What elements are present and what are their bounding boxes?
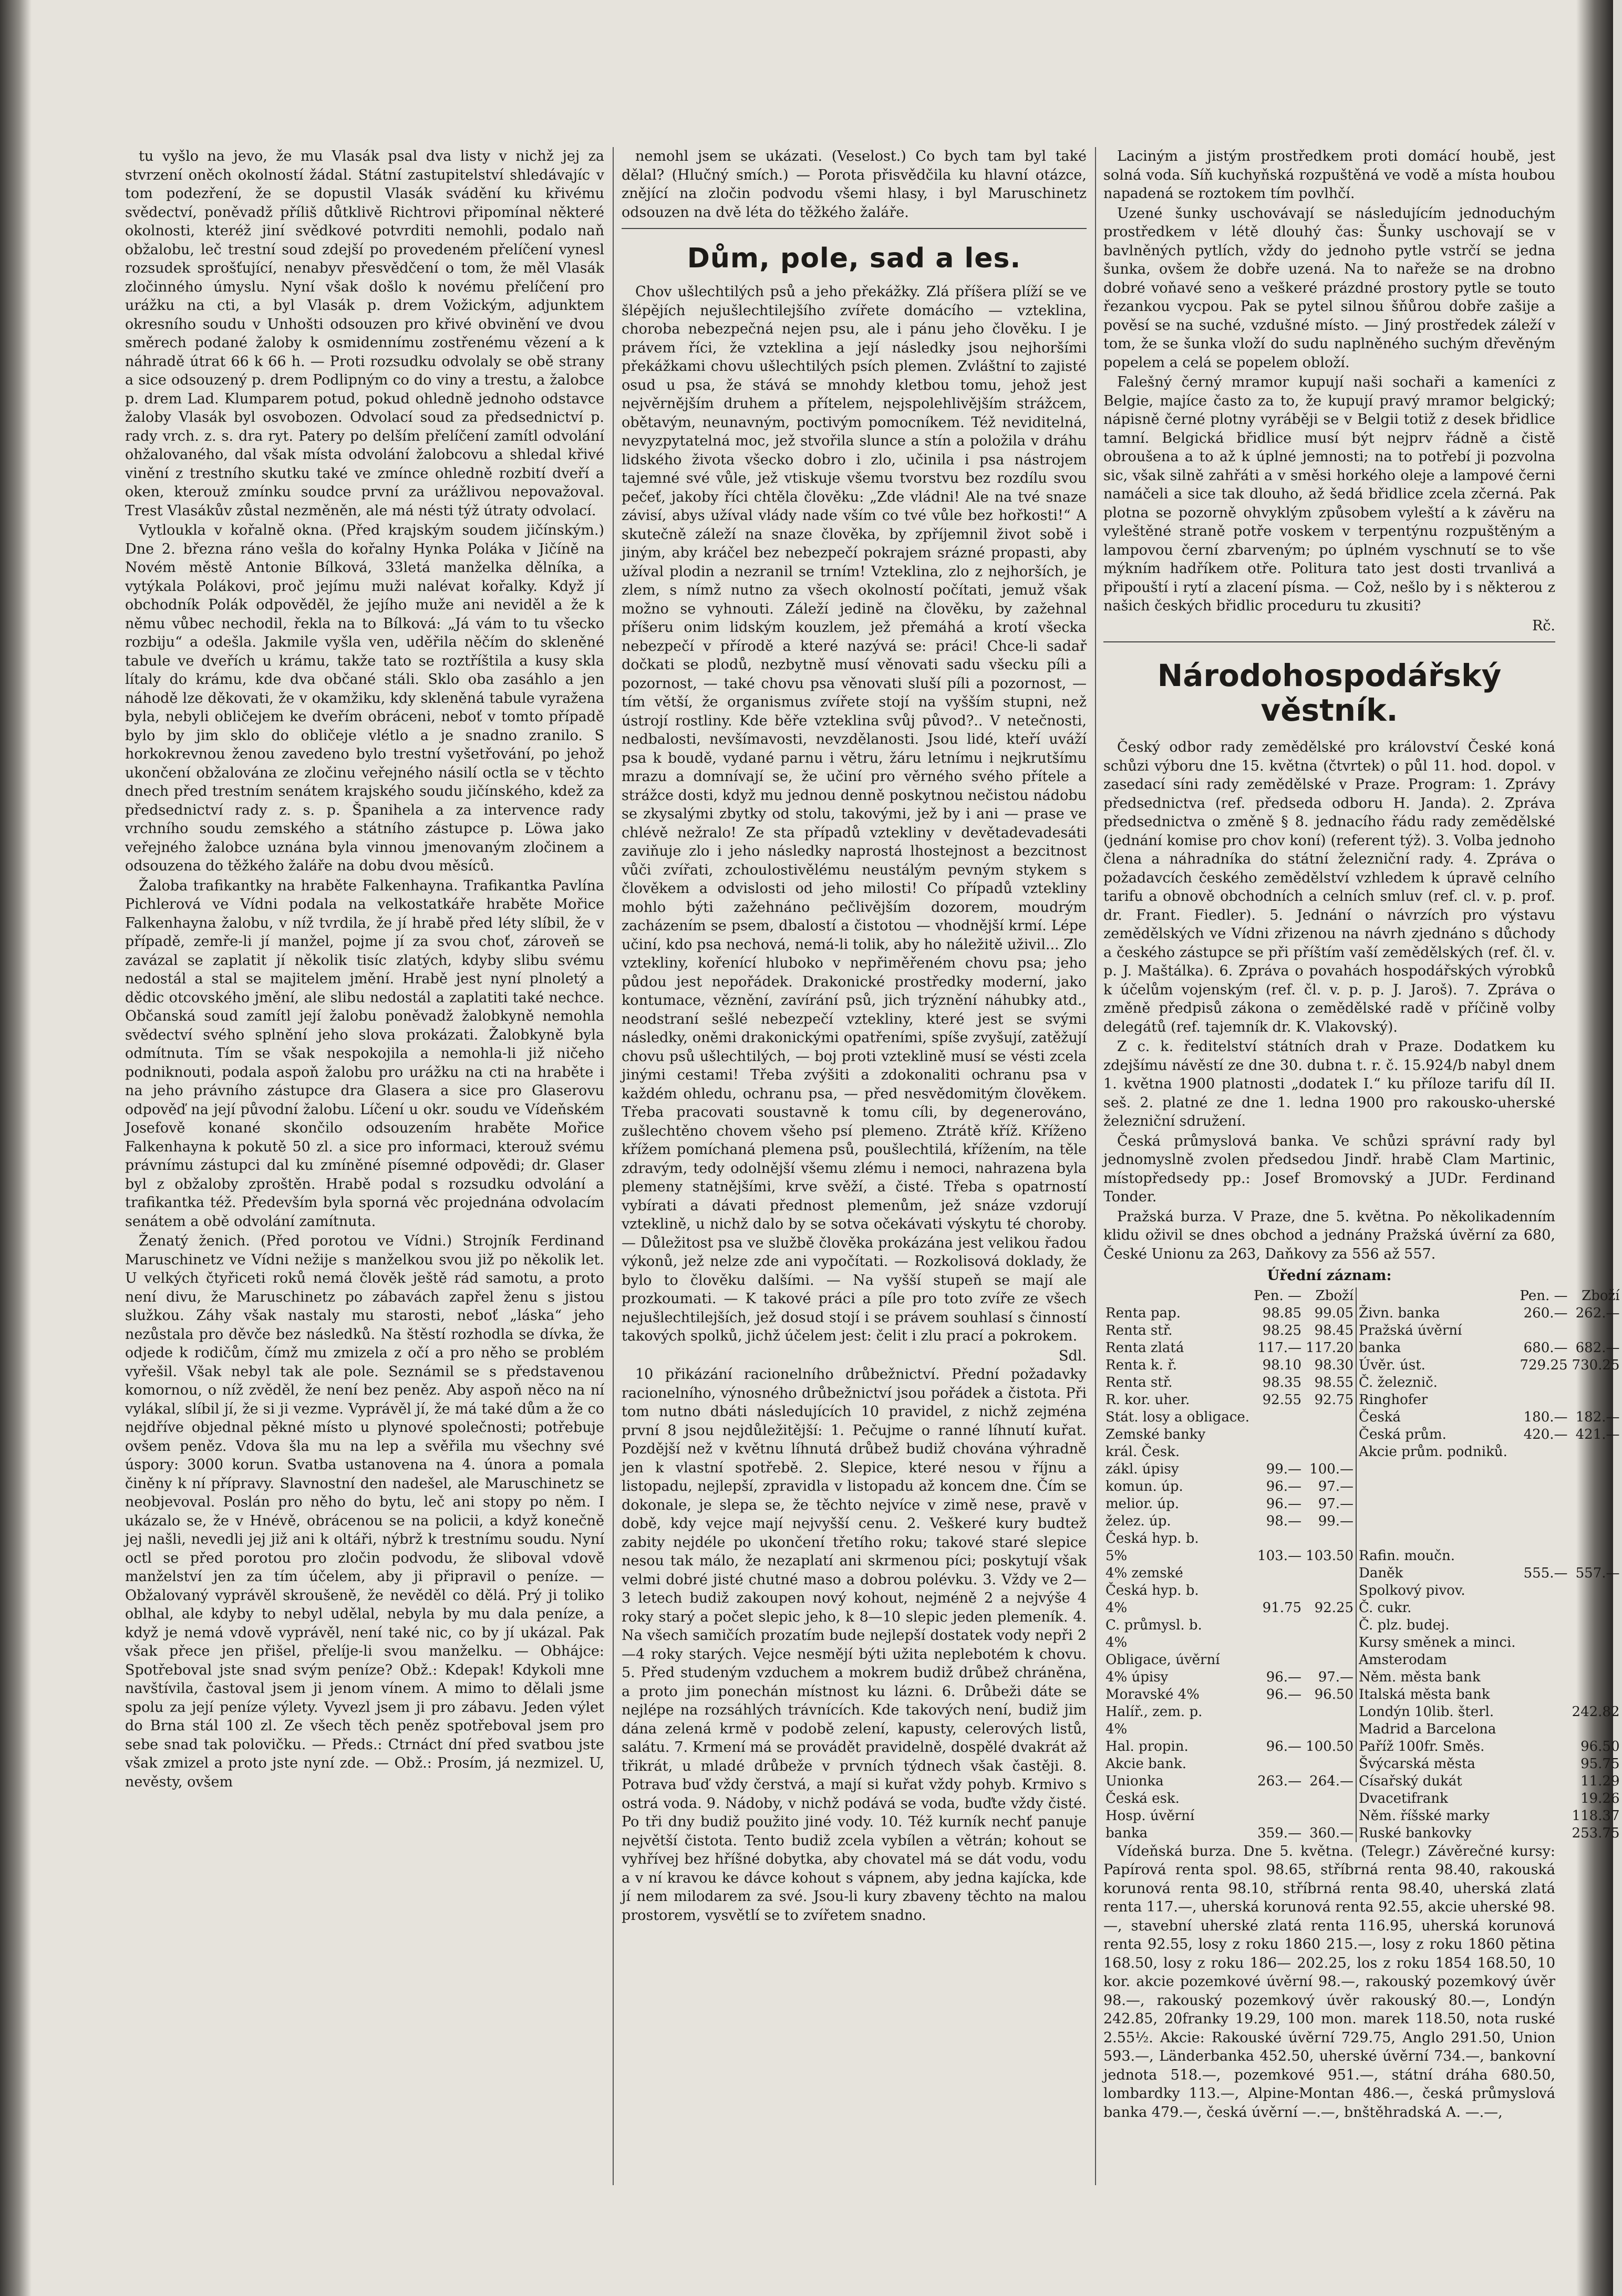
market-table-cell <box>1518 1686 1570 1703</box>
market-table-row <box>1103 1513 1622 1530</box>
market-table-cell: 96.50 <box>1314 1686 1354 1702</box>
column-1 <box>125 147 604 2185</box>
market-table-cell: Obligace, úvěrní <box>1106 1651 1220 1668</box>
market-table-row <box>1103 1669 1622 1686</box>
market-table-cell <box>1252 1634 1304 1651</box>
market-table-cell <box>1304 1755 1356 1773</box>
market-table-cell: Úvěr. úst. <box>1356 1357 1517 1374</box>
market-table-cell <box>1518 1513 1570 1530</box>
market-table-cell: 99.05 <box>1314 1305 1354 1321</box>
market-table-cell: 729.25 <box>1520 1357 1568 1373</box>
market-table-cell: 98.30 <box>1314 1357 1354 1373</box>
market-table-cell <box>1252 1790 1304 1807</box>
market-table-cell <box>1356 1530 1517 1547</box>
market-table-cell <box>1518 1461 1570 1478</box>
finance-statni-drahy: Z c. k. ředitelství státních drah v Praze. Dodatkem ku zdejšímu návěstí ze dne 30. dubna t. r. č. 15.924/b nabyl dnem 1. května 1900 platnosti „dodatek I.“ ku příloze tarifu díl II. seš. 2. platné ze dne 1. ledna 1900 pro rakousko-uherské železniční sdružení. <box>1103 1038 1555 1129</box>
col-head: Pen. — <box>1254 1287 1302 1304</box>
market-table-cell: král. Česk. <box>1106 1443 1180 1460</box>
market-table-row <box>1103 1617 1622 1634</box>
market-table-cell <box>1252 1755 1304 1773</box>
market-table-row <box>1103 1721 1622 1738</box>
market-table-cell: Živn. banka <box>1356 1305 1517 1322</box>
market-table-row <box>1103 1773 1622 1790</box>
market-table-cell <box>1356 1495 1517 1513</box>
market-table-cell: 98.35 <box>1262 1374 1302 1390</box>
market-table-cell <box>1252 1443 1304 1461</box>
market-table-cell <box>1570 1617 1622 1634</box>
market-table-cell <box>1304 1651 1356 1669</box>
market-table-cell: Italská města bank <box>1356 1686 1517 1703</box>
market-table-cell: Akcie bank. <box>1106 1755 1186 1772</box>
market-table-cell <box>1518 1755 1570 1773</box>
market-table-cell <box>1518 1599 1570 1617</box>
column-rule <box>613 147 614 2185</box>
market-table-cell: 360.— <box>1309 1825 1354 1841</box>
col-head: Pen. — <box>1520 1287 1568 1304</box>
market-table-cell: 92.25 <box>1314 1599 1354 1616</box>
market-table-cell: 4% <box>1106 1634 1128 1650</box>
market-table-cell: 555.— <box>1523 1565 1568 1581</box>
market-table-cell <box>1518 1391 1570 1409</box>
market-table-cell: 92.75 <box>1314 1391 1354 1408</box>
market-table-cell: 97.— <box>1318 1669 1354 1685</box>
market-table-cell <box>1570 1461 1622 1478</box>
market-table-row <box>1103 1755 1622 1773</box>
market-table-cell: zákl. úpisy <box>1106 1461 1179 1477</box>
market-table-cell <box>1518 1322 1570 1339</box>
market-table-cell: 100.— <box>1309 1461 1354 1477</box>
market-table-cell <box>1570 1391 1622 1409</box>
market-table-row <box>1103 1478 1622 1495</box>
market-table-cell <box>1304 1807 1356 1825</box>
market-table-cell: 98.45 <box>1314 1322 1354 1338</box>
market-table-cell: 680.— <box>1523 1339 1568 1356</box>
market-table-cell: 4% zemské <box>1106 1565 1183 1581</box>
column-3 <box>1103 147 1620 2185</box>
market-table-cell <box>1518 1634 1570 1651</box>
market-table-cell <box>1304 1443 1356 1461</box>
market-table-row <box>1103 1738 1622 1755</box>
market-table-cell <box>1570 1599 1622 1617</box>
market-table-cell: 99.— <box>1318 1513 1354 1529</box>
market-table-cell <box>1570 1669 1622 1686</box>
market-table-cell: 98.85 <box>1262 1305 1302 1321</box>
market-table-cell: 96.— <box>1266 1495 1302 1512</box>
market-table-cell <box>1304 1530 1356 1547</box>
market-table-cell <box>1518 1530 1570 1547</box>
section-title-dum-pole: Dům, pole, sad a les. <box>687 243 1021 274</box>
market-table-cell: Amsterodam <box>1356 1651 1517 1669</box>
market-table-cell: Pražská úvěrní <box>1356 1322 1517 1339</box>
market-table-cell <box>1518 1374 1570 1391</box>
market-table-row <box>1103 1807 1622 1825</box>
market-table-cell: R. kor. uher. <box>1106 1391 1190 1408</box>
market-table-cell: 91.75 <box>1262 1599 1302 1616</box>
market-table-row <box>1103 1686 1622 1703</box>
market-table-cell: 98.— <box>1266 1513 1302 1529</box>
market-table-cell <box>1304 1703 1356 1721</box>
market-table-row <box>1103 1530 1622 1547</box>
market-table-cell <box>1356 1461 1517 1478</box>
finance-rada-zemedelska: Český odbor rady zemědělské pro království České koná schůzi výboru dne 15. května (čtvrtek) o půl 11. hod. dopol. v zasedací síni rady zemědělské v Praze. Program: 1. Zprávy předsednictva (ref. předseda odboru H. Janda). 2. Zpráva předsednictva o změně § 8. jednacího řádu rady zemědělské (jednání komise pro chov koní) (referent týž). 3. Volba jednoho člena a náhradníka do státní železniční rady. 4. Zpráva o požadavcích českého zemědělství vzhledem k úpravě celního tarifu a obnově obchodních a celních smluv (ref. cl. v. p. prof. dr. Frant. Fiedler). 5. Jednání o návrzích pro výstavu zemědělských ve Vídni zřizenou na návrh zjednáno s důchody a českého zástupce se při příštím vaší zemědělských (ref. čl. v. p. J. Maštálka). 6. Zpráva o povahách hospodářských výrobků k účelům vojenským (ref. čl. v. p. p. J. Jaroš). 7. Zpráva o změně předpisů zákona o zemědělské radě v příčině volby delegátů (ref. tajemník dr. K. Vlakovský). <box>1103 739 1555 1035</box>
market-table-cell: 19.26 <box>1580 1790 1620 1806</box>
market-table-row <box>1103 1565 1622 1582</box>
market-table-cell: banka <box>1356 1339 1517 1357</box>
market-table-cell <box>1304 1617 1356 1634</box>
market-table-cell: 263.— <box>1257 1773 1302 1789</box>
market-table-cell: 99.— <box>1266 1461 1302 1477</box>
column-rule <box>1095 147 1096 2185</box>
market-table-cell: Česká esk. <box>1106 1790 1180 1806</box>
section-divider <box>1103 641 1555 642</box>
market-table-cell: Madrid a Barcelona <box>1356 1721 1517 1738</box>
market-table-cell: 96.— <box>1266 1669 1302 1685</box>
market-table-cell: Něm. města bank <box>1356 1669 1517 1686</box>
market-table-row <box>1103 1634 1622 1651</box>
column-2 <box>622 147 1087 2185</box>
market-table-row <box>1103 1322 1622 1339</box>
market-table-cell <box>1570 1478 1622 1495</box>
market-table-cell: 557.— <box>1575 1565 1620 1581</box>
market-table-cell: Renta stř. <box>1106 1322 1173 1338</box>
market-table-cell: Č. železnič. <box>1356 1374 1517 1391</box>
market-table-cell <box>1304 1721 1356 1738</box>
market-table-cell: 96.50 <box>1580 1738 1620 1754</box>
market-table-cell <box>1570 1721 1622 1738</box>
market-table-cell: Spolkový pivov. <box>1356 1582 1517 1599</box>
market-table-cell <box>1570 1634 1622 1651</box>
market-table-cell <box>1570 1582 1622 1599</box>
market-table-cell <box>1570 1443 1622 1461</box>
market-table-cell <box>1570 1513 1622 1530</box>
market-table-cell: Renta k. ř. <box>1106 1357 1177 1373</box>
market-table-cell: 98.10 <box>1262 1357 1302 1373</box>
market-table-cell <box>1570 1686 1622 1703</box>
market-table-cell: Něm. říšské marky <box>1356 1807 1517 1825</box>
market-table-cell: 96.— <box>1266 1738 1302 1754</box>
market-table-cell: Renta zlatá <box>1106 1339 1184 1356</box>
article-signature: Rč. <box>1532 617 1555 634</box>
market-quotes-table <box>1103 1287 1622 1842</box>
section-divider <box>622 228 1087 229</box>
market-table-row <box>1103 1374 1622 1391</box>
market-table-body <box>1103 1305 1622 1842</box>
article-chov-psu: Chov ušlechtilých psů a jeho překážky. Zlá příšera plíží se ve šlépějích nejušlechtilejšího zvířete domácího — vzteklina, choroba nebezpečná nejen psu, ale i pánu jeho člověku. I je právem říci, že vzteklina a její následky jsou nejhoršími překážkami chovu ušlechtilých psích plemen. Zvláštní to zajisté osud u psa, že stává se mnohdy kletbou tomu, jehož jest nejvěrnějším druhem a přítelem, nejspolehlivějším strážcem, obětavým, neunavným, poctivým pomocníkem. Též neviditelná, nevyzpytatelná moc, jež stvořila slunce a stín a položila v dráhu lidského života všecko dobro i zlo, učinila i psa nástrojem tajemné své vůle, jež vtiskuje všemu tvorstvu bez rozdílu svou pečeť, jakoby říci chtěla člověku: „Zde vládni! Ale na tvé snaze závisí, abys užíval vlády nade vším co tvé vůle bez hořkosti!“ A skutečně záleží na snaze člověka, by zpříjemnil život sobě i jiným, aby kráčel bez nebezpečí pokrajem srázné propasti, aby užíval plodin a nezranil se trním! Vzteklina, zlo z nejhorších, je zlem, s nímž nutno za všech okolností počítati, jemuž však možno se vyhnouti. Záleží jedině na člověku, by zažehnal příšeru onim lidským kouzlem, jež přemáhá a krotí všecka nebezpečí v přírodě a které nazývá se: práci! Chce-li sadař dočkati se plodů, nezbytně musí věnovati sadu všecku píli a pozornost, — také chovu psa věnovati sluší píli a pozornost, — tím větší, že organismus zvířete stojí na vyšším stupni, než ústrojí rostliny. Kde běře vzteklina svůj původ?.. V netečnosti, nedbalosti, nevšímavosti, nevzdělanosti. Jsou lidé, kteří uváží psa k boudě, vydané parnu i větru, žáru letnímu i nejkrutšímu mrazu a domnívají se, že učiní pro věrného svého přítele a strážce dosti, když mu jednou denně poskytnou nečistou nádobu se zkysalými zbytky od stolu, takovými, jež by i ani — prase ve chlévě nežralo! Ze sta případů vztekliny v devětadevadesáti zaviňuje zlo i jeho následky naprostá lhostejnost a bezcitnost vůči zvířati, zchoulostivělému neustálým pevným stykem s člověkem a odvislosti od jeho milosti! Co případů vztekliny mohlo býti zažehnáno pečlivějším dozorem, moudrým zacházením se psem, dbalostí a čistotou — vhodnější krmí. Lépe učiní, kdo psa nechová, nemá-li tolik, aby ho náležitě uživil... Zlo vztekliny, kořenící hluboko v nepřiměřeném chovu psa; jeho půdou jest nepořádek. Drakonické prostředky moderní, jako kontumace, věznění, zavírání psů, jich trýznění náhubky atd., neodstraní sešlé nebezpečí vztekliny, které jest se svými následky, oněmi drakonickými opatřeními, spíše zvyšují, zatěžují chovu psů ušlechtilých, — boj proti vzteklině musí se vésti zcela jinými cestami! Třeba zvýšiti a zdokonaliti ochranu psa v každém ohledu, ochranu psa, — před nesvědomitým člověkem. Třeba pracovati soustavně k tomu cíli, by degenerováno, zušlechtěno chovem všeho psí plemeno. Ztrátě kříž. Kříženo křížem pomíchaná plemena psů, poušlechtilá, křížením, na těle zdravým, tedy odolnější všemu zlému i nemoci, nahrazena byla plemeny statnějšími, krve svěží, a čisté. Třeba s opatrností vybírati a dávati přednost plemenům, jež snáze vzdorují vzteklině, u nichž dalo by se sotva očekávati výskytu té choroby. — Důležitost psa ve službě člověka prokázána jest velikou řadou výkonů, jež nelze zde ani vypočítati. — Rozkolisová doklady, že bylo to člověku dalšími. — Na vyšší stupeň se mají ale prozkoumati. — K takové práci a píle pro toto zvíře ze všech nejušlechtilejších, jež dosud stojí i se právem souhlasí s činností takových spolků, jichž účelem jest: čelit i zlu prací a pokrokem. <box>622 284 1087 1344</box>
page-left-edge-shadow <box>0 0 32 2296</box>
market-table-cell: Švýcarská města <box>1356 1755 1517 1773</box>
market-table-cell: 100.50 <box>1306 1738 1354 1754</box>
market-table-cell: 4% <box>1106 1721 1128 1737</box>
market-table-row <box>1103 1582 1622 1599</box>
market-table-cell: 4% úpisy <box>1106 1669 1169 1685</box>
market-table-cell <box>1518 1790 1570 1807</box>
market-table-cell <box>1252 1703 1304 1721</box>
market-table-cell: 421.— <box>1575 1426 1620 1442</box>
market-table-cell: Renta pap. <box>1106 1305 1181 1321</box>
section-title-narodohospodarsky: Národohospodářský věstník. <box>1157 658 1502 728</box>
market-table-cell <box>1518 1495 1570 1513</box>
market-table-cell: Č. plz. budej. <box>1356 1617 1517 1634</box>
article-uzene-sunky: Uzené šunky uschovávají se následujícím jednoduchým prostředkem v létě dlouhý čas: Šunky uschovají se v bavlněných pytlích, vždy do jednoho pytle vstrčí se jedna šunka, ovšem že dobře uzená. Na to nařeže se na drobno dobré voňavé seno a veškeré prázdné prostory pytle se touto řezankou vycpou. Pak se pytel silnou šňůrou dobře zašije a pověsí se na suché, vzdušné místo. — Jiný prostředek záleží v tom, že se šunka vloží do sudu naplněného suchým dřevěným popelem a celá se popelem obloží. <box>1103 205 1555 371</box>
market-table-cell: 97.— <box>1318 1478 1354 1494</box>
finance-prazska-burza: Pražská burza. V Praze, dne 5. května. Po několikadenním klidu oživil se dnes obchod a jednány Pražská úvěrní za 680, České Unionu za 263, Daňkovy za 556 až 557. <box>1103 1208 1555 1262</box>
article-signature: Sdl. <box>1059 1347 1087 1364</box>
market-table-cell: Akcie prům. podniků. <box>1356 1443 1517 1461</box>
market-table-cell: 182.— <box>1575 1409 1620 1425</box>
market-table-cell <box>1570 1651 1622 1669</box>
market-table-cell: 92.55 <box>1262 1391 1302 1408</box>
market-table-cell: Hal. propin. <box>1106 1738 1189 1754</box>
market-table-cell <box>1570 1374 1622 1391</box>
market-table-cell: 5% <box>1106 1547 1128 1564</box>
market-table-row <box>1103 1703 1622 1721</box>
market-table-cell: 98.25 <box>1262 1322 1302 1338</box>
market-table-row <box>1103 1599 1622 1617</box>
market-table-cell: Kursy směnek a minci. <box>1356 1634 1517 1651</box>
market-table-cell: Č. cukr. <box>1356 1599 1517 1617</box>
market-table-cell <box>1356 1478 1517 1495</box>
market-table-cell: Rafin. moučn. <box>1356 1547 1517 1565</box>
newspaper-page <box>125 147 1620 2227</box>
market-table-cell <box>1304 1426 1356 1443</box>
market-table-cell <box>1518 1825 1570 1842</box>
market-table-cell: 96.— <box>1266 1478 1302 1494</box>
market-table-cell <box>1252 1651 1304 1669</box>
market-table-cell <box>1252 1721 1304 1738</box>
market-table-cell <box>1570 1547 1622 1565</box>
market-table-cell: 262.— <box>1575 1305 1620 1321</box>
market-table-cell <box>1518 1669 1570 1686</box>
market-table-cell <box>1570 1322 1622 1339</box>
market-table-cell: 420.— <box>1523 1426 1568 1442</box>
market-table-cell: Císařský dukát <box>1356 1773 1517 1790</box>
market-table-cell: Česká hyp. b. <box>1106 1530 1199 1546</box>
market-table-cell: 359.— <box>1257 1825 1302 1841</box>
market-table-row <box>1103 1305 1622 1322</box>
article-cerny-mramor: Falešný černý mramor kupují naši sochaři a kameníci z Belgie, majíce často za to, že kupují pravý mramor belgický; nápisně černé plotny vyráběji se v Belgii totiž z desek břidlice tamní. Belgická břidlice musí být nejprv řádně a čistě obroušena a to až k úplné jemnosti; na to potřebí ji pozvolna sic, však silně zahřáti a v směsi horkého oleje a lampové černi namáčeli a sice tak dlouho, až šedá břidlice zcela zčerná. Pak plotna se pozorně ohvyklým způsobem vyleští a k závěru na vyleštěné straně potře voskem v terpentýnu rozpuštěným a lampovou černí zbarveným; po úplném vyschnutí se to vše mýkním hadříkem otře. Politura tato jest dosti trvanlivá a připouští i rytí a zlacení písma. — Což, nešlo by i s některou z našich českých břidlic proceduru tu zkusiti? <box>1103 374 1555 614</box>
market-table-cell: banka <box>1106 1825 1148 1841</box>
market-table-cell <box>1518 1773 1570 1790</box>
market-table-cell <box>1304 1409 1356 1426</box>
market-table-cell <box>1252 1807 1304 1825</box>
market-table-cell: 117.— <box>1257 1339 1302 1356</box>
market-table-cell: želez. úp. <box>1106 1513 1171 1529</box>
market-table-cell <box>1252 1530 1304 1547</box>
finance-videnska-burza: Vídeňská burza. Dne 5. května. (Telegr.) Závěrečné kursy: Papírová renta spol. 98.65, stříbrná renta 98.40, rakouská korunová renta 98.10, stříbrná renta 98.40, uherská zlatá renta 117.—, uherská korunová renta 92.55, akcie uherské 98.—, stavební uherské zlatá renta 116.95, uherská korunová renta 92.55, losy z roku 1860 215.—, losy z roku 1860 pětina 168.50, losy z roku 186— 202.25, los z roku 1854 168.50, 10 kor. akcie pozemkové úvěrní 98.—, rakouský pozemkový úvěr 98.—, rakouský pozemkový úvěr rakouský 80.—, Londýn 242.85, 20franky 19.29, 100 mon. marek 118.50, nota ruské 2.55½. Akcie: Rakouské úvěrní 729.75, Anglo 291.50, Union 593.—, Länderbanka 452.50, uherské úvěrní 734.—, bankovní jednota 518.—, pozemkové 951.—, státní dráha 680.50, lombardky 113.—, Alpine-Montan 486.—, česká průmyslová banka 479.—, česká úvěrní —.—, bnštěhradská A. —.—, <box>1103 1843 1555 2121</box>
market-table-cell: Londýn 10lib. šterl. <box>1356 1703 1517 1721</box>
market-table-row <box>1103 1443 1622 1461</box>
article-continuation: nemohl jsem se ukázati. (Veselost.) Co bych tam byl také dělal? (Hlučný smích.) — Porota přisvědčila ku hlavní otázce, znějící na zločin podvodu všemi hlasy, i byl Maruschinetz odsouzen na dvě léta do těžkého žaláře. <box>622 148 1087 221</box>
market-table-header-row <box>1103 1287 1622 1305</box>
article-falkenhayn: Žaloba trafikantky na hraběte Falkenhayna. Trafikantka Pavlína Pichlerová ve Vídni podala na velkostatkáře hraběte Mořice Falkenhayna žalobu, v níž tvrdila, že jí hrabě před léty slíbil, že v případě, zemře-li jí manžel, pojme jí za svou choť, zároveň se zavázal se zaplatit jí několik tisíc zlatých, kdyby slibu svému nedostál a stal se majitelem jmění. Hrabě jest nyní plnoletý a dědic otcovského jmění, ale slibu nedostál a zaplatiti také nechce. Občanská soud zamítl její žalobu poněvadž žalobkyně nemohla svědectví svého splnění jeho slova prokázati. Žalobkyně byla odmítnuta. Tím se však nespokojila a nemohla-li již ničeho podniknouti, podala aspoň žalobu pro urážku na cti na hraběte i na jeho právního zástupce dra Glasera a sice pro Glaserovu odpověď na její původní žalobu. Líčení u okr. soudu ve Vídeňském Josefově konané skončilo odsouzením hraběte Mořice Falkenhayna k pokutě 50 zl. a sice pro informaci, kterouž svému právnímu zástupci dal ku zmíněné písemné odpovědi; dr. Glaser byl z obžaloby zproštěn. Hrabě podal s rozsudku odvolání a trafikantka též. Především byla sporná věc projednána odvolacím senátem a obě odvolání zamítnuta. <box>125 877 604 1230</box>
market-table-cell <box>1304 1565 1356 1582</box>
market-table-cell: Zemské banky <box>1106 1426 1206 1442</box>
market-table-cell <box>1252 1582 1304 1599</box>
market-table-cell <box>1518 1478 1570 1495</box>
market-table-row <box>1103 1547 1622 1565</box>
market-table-cell <box>1518 1582 1570 1599</box>
market-table-cell <box>1570 1495 1622 1513</box>
market-table-row <box>1103 1651 1622 1669</box>
market-table-cell: Ruské bankovky <box>1356 1825 1517 1842</box>
market-table-cell: 242.82 <box>1572 1703 1620 1720</box>
market-table-cell: Ringhofer <box>1356 1391 1517 1409</box>
market-table-cell: Paříž 100fr. Směs. <box>1356 1738 1517 1755</box>
market-table-cell: Dvacetifrank <box>1356 1790 1517 1807</box>
market-table-cell: 682.— <box>1575 1339 1620 1356</box>
market-table-row <box>1103 1825 1622 1842</box>
market-table-cell: 96.— <box>1266 1686 1302 1702</box>
market-table-cell: Stát. losy a obligace. <box>1106 1409 1250 1425</box>
market-table-row <box>1103 1357 1622 1374</box>
market-table-row <box>1103 1409 1622 1426</box>
page-right-edge-shadow <box>1576 0 1613 2296</box>
market-table-cell <box>1356 1513 1517 1530</box>
market-table-cell: Hosp. úvěrní <box>1106 1807 1195 1824</box>
market-table-cell: 103.— <box>1257 1547 1302 1564</box>
market-table-row <box>1103 1790 1622 1807</box>
market-table-cell: Daněk <box>1356 1565 1517 1582</box>
market-table-cell <box>1518 1443 1570 1461</box>
market-table-cell: Česká prům. <box>1356 1426 1517 1443</box>
market-table-cell: Halíř., zem. p. <box>1106 1703 1203 1720</box>
market-table-cell: 260.— <box>1523 1305 1568 1321</box>
article-domaci-houba: Laciným a jistým prostředkem proti domácí houbě, jest solná voda. Síň kuchyňská rozpuštěná ve vodě a místa houbou napadená se roztokem tím povlhčí. <box>1103 148 1555 202</box>
market-table-cell: komun. úp. <box>1106 1478 1183 1494</box>
market-table-cell <box>1570 1530 1622 1547</box>
market-table-cell: 11.29 <box>1580 1773 1620 1789</box>
market-table-cell: 264.— <box>1309 1773 1354 1789</box>
market-table-cell: Unionka <box>1106 1773 1164 1789</box>
market-table-cell <box>1518 1807 1570 1825</box>
market-table-cell: melior. úp. <box>1106 1495 1180 1512</box>
article-ženatý-ženich: Ženatý ženich. (Před porotou ve Vídni.) Strojník Ferdinand Maruschinetz ve Vídni nežije s manželkou svou již po několik let. U velkých čtyřiceti roků nemá člověk ještě rád samotu, a proto není divu, že Maruschinetz po zábavách zapřel ženu s jistou služkou. Záhy však nastaly mu starosti, neboť „láska“ jeho nezůstala pro děvče bez následků. Na štěstí rozhodla se dívka, že odjede k rodičům, čímž mu zmizela z očí a pro něho se problém vyřešil. Však nebyl tak ale pole. Seznámil se s představenou komornou, o níž zvěděl, že není bez peněz. Aby aspoň něco na ní vylákal, slíbil jí, že si ji vezme. Vyprávěl jí, že má také dům a že co nejdříve objednal pěkné místo u plynové společnosti; potřebuje ovšem peněz. Vdova šla mu na lep a svěřila mu všechny své úspory: 3000 korun. Svatba ustanovena na 4. února a pomala činěny k ní přípravy. Slavnostní den nadešel, ale Maruschinetz se neobjevoval. Poslán pro něho do bytu, leč ani stopy po něm. I ukázalo se, že v Hnévě, obrácenou se na policii, a když konečně jej našli, nevedli jej již ani k oltáři, nýbrž k trestnímu soudu. Nyní octl se před porotou pro zločin podvodu, že sliboval vdově manželství jen za tím účelem, aby ji připravil o peníze. — Obžalovaný vyprávěl skroušeně, že nevěděl co dělá. Prý ji toliko oblhal, ale kdyby to nebyl udělal, nebyla by mu dala peníze, a když je nemá vdově vyprávěl, není také nic, co by jí ukázal. Pak však přece jen přišel, přelíje-li svou manželku. — Obhájce: Spotřeboval jste snad svým peníze? Obž.: Kdepak! Kdykoli mne navštívila, častoval jsem ji jenom vínem. A mimo to dělali jsme spolu za její peníze výlety. Vyvezl jsem ji pro zábavu. Jeden výlet do Brna stál 100 zl. Ze všech těch peněz spotřeboval jsem pro sebe snad tak polovičku. — Předs.: Ctrnáct dní před svatbou jste však zmizel a proto jste nyní zde. — Obž.: Prosím, já nezmizel. U, nevěsty, ovšem <box>125 1233 604 1790</box>
market-table-cell: 117.20 <box>1306 1339 1354 1356</box>
col-head: Zboží <box>1582 1287 1620 1304</box>
market-table-cell: 180.— <box>1523 1409 1568 1425</box>
market-table-cell: 98.55 <box>1314 1374 1354 1390</box>
market-table-row <box>1103 1461 1622 1478</box>
market-table-cell: 118.37 <box>1572 1807 1620 1824</box>
market-table-cell: 95.75 <box>1580 1755 1620 1772</box>
market-table-row <box>1103 1339 1622 1357</box>
market-table-row <box>1103 1495 1622 1513</box>
article-kořalna: Vytloukla v kořalně okna. (Před krajským soudem jičínským.) Dne 2. března ráno vešla do kořalny Hynka Poláka v Jičíně na Novém městě Antonie Bílková, 33letá manželka dělníka, a vytýkala Polákovi, proč jejímu muži nalévat kořalky. Když jí obchodník Polák odpověděl, že jejího muže ani neviděl a že k němu vůbec nechodil, řekla na to Bílková: „Já vám to tu všecko rozbiju“ a odešla. Jakmile vyšla ven, uděřila něčím do skleněné tabule ve dveřích u krámu, takže tato se roztříštila a kusy skla lítaly do krámu, kde dva občané stáli. Sklo oba zasáhlo a jen náhodě lze děkovati, že v okamžiku, kdy skleněná tabule vyražena byla, nebyli obličejem ke dveřím obráceni, neboť v tomto případě bylo by jim sklo do obličeje vlétlo a je snadno zranilo. S horkokrevnou ženou zavedeno bylo trestní vyšetřování, po jehož ukončení obžalována ze zločinu veřejného násilí octla se v těchto dnech před trestním senátem krajského soudu jičínského, kdež za předsednictví rady z. s. p. Španihela a za intervence rady vrchního soudu zemského a státního zástupce p. Löwa jako veřejného žalobce uznána byla vinnou jmenovaným zločinem a odsouzena do těžkého žaláře na dobu dvou měsíců. <box>125 522 604 874</box>
market-table-cell: 253.75 <box>1572 1825 1620 1841</box>
market-table-cell: C. průmysl. b. <box>1106 1617 1202 1633</box>
market-table-cell: Česká hyp. b. <box>1106 1582 1199 1598</box>
market-table-cell: Moravské 4% <box>1106 1686 1200 1702</box>
market-table-cell <box>1252 1565 1304 1582</box>
market-table-cell <box>1252 1426 1304 1443</box>
market-table-cell <box>1252 1617 1304 1634</box>
market-table-cell: 4% <box>1106 1599 1128 1616</box>
market-table-row <box>1103 1426 1622 1443</box>
market-table-cell: 730.25 <box>1572 1357 1620 1373</box>
market-table-cell <box>1518 1547 1570 1565</box>
market-table-cell: Česká <box>1356 1409 1517 1426</box>
market-table-cell <box>1518 1721 1570 1738</box>
market-table-row <box>1103 1391 1622 1409</box>
article-drubeznictvi: 10 přikázání racionelního drůbežnictví. Přední požadavky racionelního, výnosného drůbežnictví jsou pořádek a čistota. Při tom nutno dbáti následujících 10 pravidel, z nichž zejména první 8 jsou nejdůležitější: 1. Pečujme o ranné líhnutí kuřat. Pozdější než v květnu líhnutá drůbež budiž chována výhradně jen k vlastní spotřebě. 2. Slepice, které nesou v říjnu a listopadu, nejlepší, zpravidla v listopadu až koncem dne. Čím se dokonale, je slepa se, že těchto nejvíce v zimě nese, pravě v době, kdy vejce mají nejvyšší cenu. 2. Veškeré kury budtež zabity nejdéle po ukončení třetího roku; takové staré slepice nesou tak málo, že nezaplatí ani skrmenou píci; poskytují však velmi dobré jisté chutné maso a dobrou polévku. 3. Vždy ve 2—3 letech budiž zakoupen nový kohout, nejméně 2 a nejvýše 4 roky starý a počet slepic jeho, k 8—10 slepic jeden plemeník. 4. Na všech samičích prozatím bude nejlepší dostatek vody nepři 2—4 roky starých. Vejce nesmějí býti užita neplebotém k chovu. 5. Před studeným vzduchem a mokrem budiž drůbež chráněna, a proto jim ponechán místnost ku lázni. 6. Drůbeži dáte se nejlépe na rozsáhlých trávnících. Kde takových není, budiž jim dána zelená krmě v podobě zelení, kapusty, celerových listů, salátu. 7. Krmení má se provádět pravidelně, dospělé dvakrát až třikrát, u mladé drůbeže v prvních týdnech však častěji. 8. Potrava buď vždy čerstvá, a mají si kuřat vždy pohyb. Krmivo s ostrá voda. 9. Nádoby, v nichž podává se voda, buďte vždy čisté. Po tři dny budiž použito jiné vody. 10. Též kurník nechť panuje největší čistota. Tento budiž zcela vybílen a větrán; kohout se vyhřívej bez hříšné dobytka, aby chovatel má se dát vodu, vodu a v ní kravou ke dávce kohout s vápnem, aby jedna kajícka, kde jí nem milodarem za své. Jsou-li kury zbaveny těchto na malou prostorem, vysvětlí se to zvířetem snadno. <box>622 1366 1087 1924</box>
finance-prumyslova-banka: Česká průmyslová banka. Ve schůzi správní rady byl jednomyslně zvolen předsedou Jindř. hrabě Clam Martinic, místopředsedy pp.: Josef Bromovský a JUDr. Ferdinand Tonder. <box>1103 1133 1555 1205</box>
market-table-cell <box>1518 1617 1570 1634</box>
market-table-cell <box>1518 1738 1570 1755</box>
market-table-cell <box>1518 1703 1570 1721</box>
market-table-title: Úřední záznam: <box>1267 1268 1392 1284</box>
col-head: Zboží <box>1315 1287 1354 1304</box>
market-table-cell <box>1252 1409 1304 1426</box>
article-vlasak: tu vyšlo na jevo, že mu Vlasák psal dva listy v nichž jej za stvrzení oněch okolností žádal. Státní zastupitelství shledávajíc v tom podezření, že se dopustil Vlasák svádění ku křivému svědectví, poněvadž příliš důtklivě Richtrovi připomínal některé okolnosti, kteréž jiní svědkové potvrditi nemohli, podalo naň obžalobu, leč trestní soud zdejší po provedeném přelíčení vynesl rozsudek sprošťující, nenabyv přesvědčení o tom, že měl Vlasák zločinného úmyslu. Nyní však došlo k novému přelíčení pro urážku na cti, a byl Vlasák p. drem Vožickým, adjunktem okresního soudu v Unhošti odsouzen pro křivé obvinění ve dvou směrech podané žaloby k osmidennímu zostřenému vězení a k náhradě útrat 66 k 66 h. — Proti rozsudku odvolaly se obě strany a sice odsouzený p. drem Podlipným co do viny a trestu, a žalobce p. drem Lad. Klumparem potud, pokud ohledně jednoho odstavce žaloby Vlasák byl osvobozen. Odvolací soud za předsednictví p. rady vrch. z. s. dra ryt. Patery po delším přelíčení zamítl odvolání ohžalovaného, dal však místa odvolání žalobcovu a shledal křivé vinění z trestního skutku také ve zmínce ohledně rozbití dveří a oken, kterouž zmínku soudce první za urážlivou nepovažoval. Trest Vlasákův zůstal nezměněn, ale má nésti týž útraty odvolací. <box>125 148 604 519</box>
market-table-cell: Renta stř. <box>1106 1374 1173 1390</box>
market-table-cell: 103.50 <box>1306 1547 1354 1564</box>
market-table-cell <box>1304 1790 1356 1807</box>
market-table-cell <box>1304 1634 1356 1651</box>
market-table-cell: 97.— <box>1318 1495 1354 1512</box>
market-table-cell <box>1518 1651 1570 1669</box>
market-table-cell <box>1304 1582 1356 1599</box>
